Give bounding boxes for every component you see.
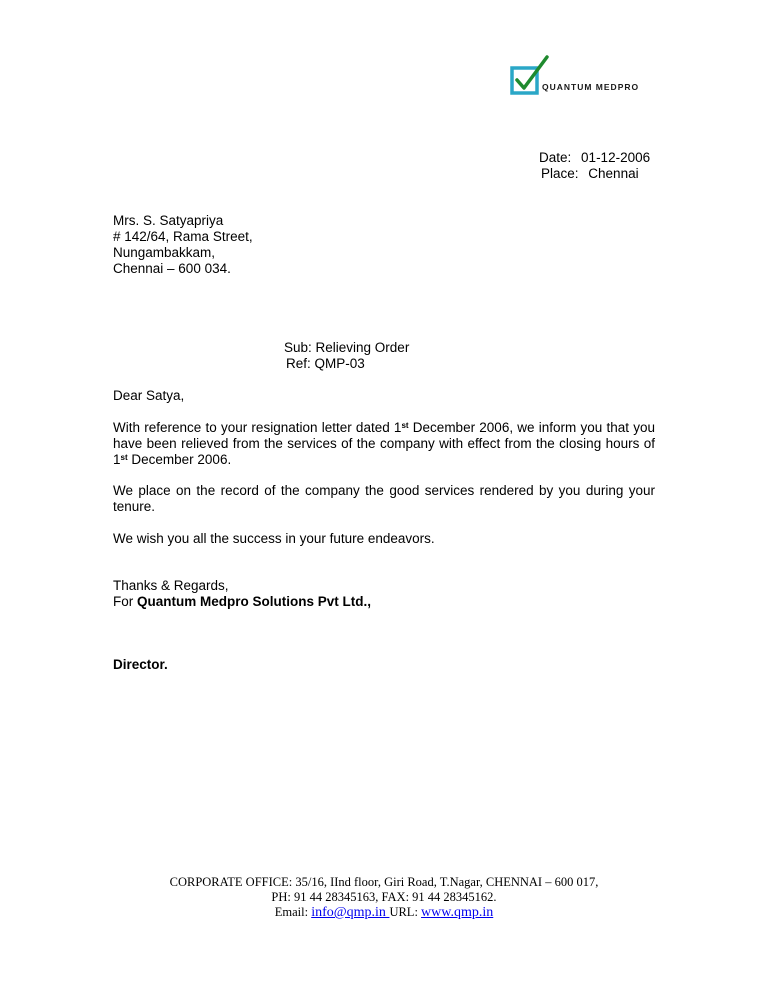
company-name: Quantum Medpro Solutions Pvt Ltd., bbox=[137, 594, 372, 609]
place-value: Chennai bbox=[588, 166, 639, 181]
recipient-address-line3: Chennai – 600 034. bbox=[113, 261, 231, 276]
date-line bbox=[539, 150, 650, 166]
reference-line: Ref: QMP-03 bbox=[286, 356, 365, 371]
footer-email-label: Email: bbox=[274, 905, 312, 919]
p1-text-b: December 2006, we inform you that you have been relieved from the services of the company with effect from the closing hours of 1 bbox=[113, 420, 655, 467]
company-logo bbox=[509, 54, 659, 100]
closing-for-prefix: For bbox=[113, 594, 138, 609]
recipient-address-line1: # 142/64, Rama Street, bbox=[113, 229, 253, 244]
p1-text-a: With reference to your resignation letter dated 1 bbox=[113, 420, 402, 435]
recipient-name: Mrs. S. Satyapriya bbox=[113, 213, 224, 228]
footer-url-label: URL: bbox=[389, 905, 422, 919]
subject-line: Sub: Relieving Order bbox=[284, 340, 410, 355]
closing-thanks: Thanks & Regards, bbox=[113, 578, 229, 593]
recipient-address-line2: Nungambakkam, bbox=[113, 245, 216, 260]
footer-url-link[interactable]: www.qmp.in bbox=[421, 905, 494, 920]
place-label: Place: bbox=[541, 166, 579, 181]
p1-superscript-2: st bbox=[120, 453, 128, 462]
closing-company-line bbox=[113, 594, 371, 610]
date-label: Date: bbox=[539, 150, 572, 165]
footer-email-link[interactable]: info@qmp.in bbox=[311, 905, 390, 920]
body-paragraph-3: We wish you all the success in your future endeavors. bbox=[113, 531, 435, 546]
p1-text-c: December 2006. bbox=[127, 452, 232, 467]
footer-address: CORPORATE OFFICE: 35/16, IInd floor, Giri Road, T.Nagar, CHENNAI – 600 017, bbox=[169, 875, 599, 889]
logo-text: QUANTUM MEDPRO bbox=[542, 82, 640, 92]
footer-phone: PH: 91 44 28345163, FAX: 91 44 28345162. bbox=[271, 890, 497, 904]
place-line bbox=[541, 166, 639, 182]
date-value: 01-12-2006 bbox=[581, 150, 651, 165]
p1-superscript-1: st bbox=[401, 421, 409, 430]
body-paragraph-1 bbox=[113, 420, 655, 468]
salutation: Dear Satya, bbox=[113, 388, 185, 403]
signatory-designation: Director. bbox=[113, 657, 168, 672]
body-paragraph-2: We place on the record of the company the good services rendered by you during your tenure. bbox=[113, 483, 655, 514]
footer-contact bbox=[0, 905, 768, 921]
